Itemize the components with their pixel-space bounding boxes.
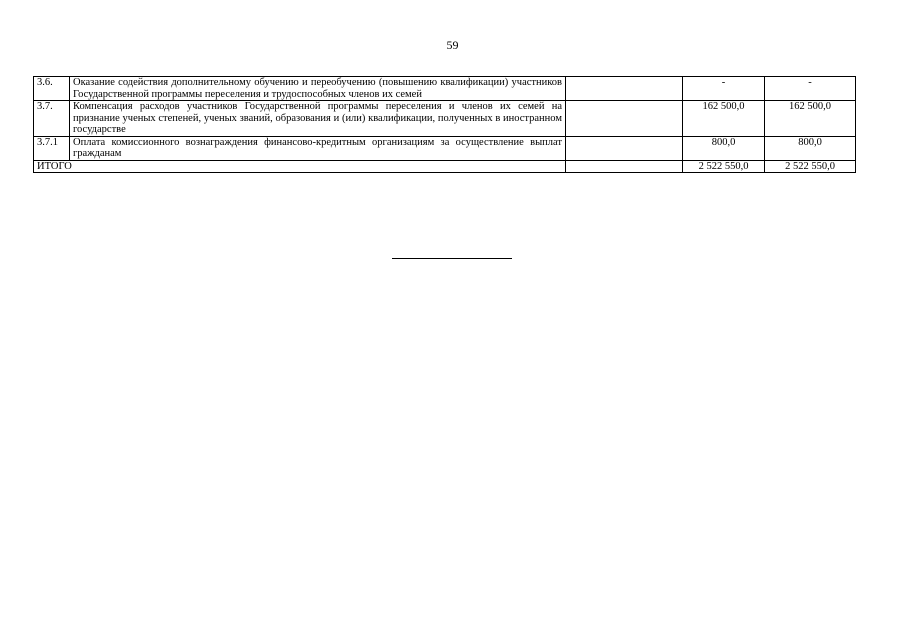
row-amount-2: 162 500,0 bbox=[765, 101, 856, 137]
budget-table bbox=[33, 76, 856, 173]
row-description: Оплата комиссионного вознаграждения финансово-кредитным организациям за осуществление выплат гражданам bbox=[70, 136, 566, 160]
row-number: 3.7. bbox=[34, 101, 70, 137]
total-row bbox=[34, 160, 856, 173]
total-label: ИТОГО bbox=[34, 160, 566, 173]
page-number: 59 bbox=[446, 38, 459, 52]
row-number: 3.6. bbox=[34, 77, 70, 101]
row-amount-2: - bbox=[765, 77, 856, 101]
total-amount-2: 2 522 550,0 bbox=[765, 160, 856, 173]
row-extra-cell bbox=[566, 101, 683, 137]
row-amount-1: 800,0 bbox=[683, 136, 765, 160]
row-description: Оказание содействия дополнительному обучению и переобучению (повышению квалификации) участников Государственной программы переселения и трудоспособных членов их семей bbox=[70, 77, 566, 101]
row-number: 3.7.1 bbox=[34, 136, 70, 160]
closing-divider bbox=[392, 258, 512, 259]
row-extra-cell bbox=[566, 77, 683, 101]
table-row bbox=[34, 101, 856, 137]
total-extra-cell bbox=[566, 160, 683, 173]
table-row bbox=[34, 77, 856, 101]
total-amount-1: 2 522 550,0 bbox=[683, 160, 765, 173]
row-extra-cell bbox=[566, 136, 683, 160]
table-row bbox=[34, 136, 856, 160]
row-amount-2: 800,0 bbox=[765, 136, 856, 160]
row-amount-1: 162 500,0 bbox=[683, 101, 765, 137]
row-description: Компенсация расходов участников Государственной программы переселения и членов их семей на признание ученых степеней, ученых званий, образования и (или) квалификации, полученных в иностранном государстве bbox=[70, 101, 566, 137]
row-amount-1: - bbox=[683, 77, 765, 101]
